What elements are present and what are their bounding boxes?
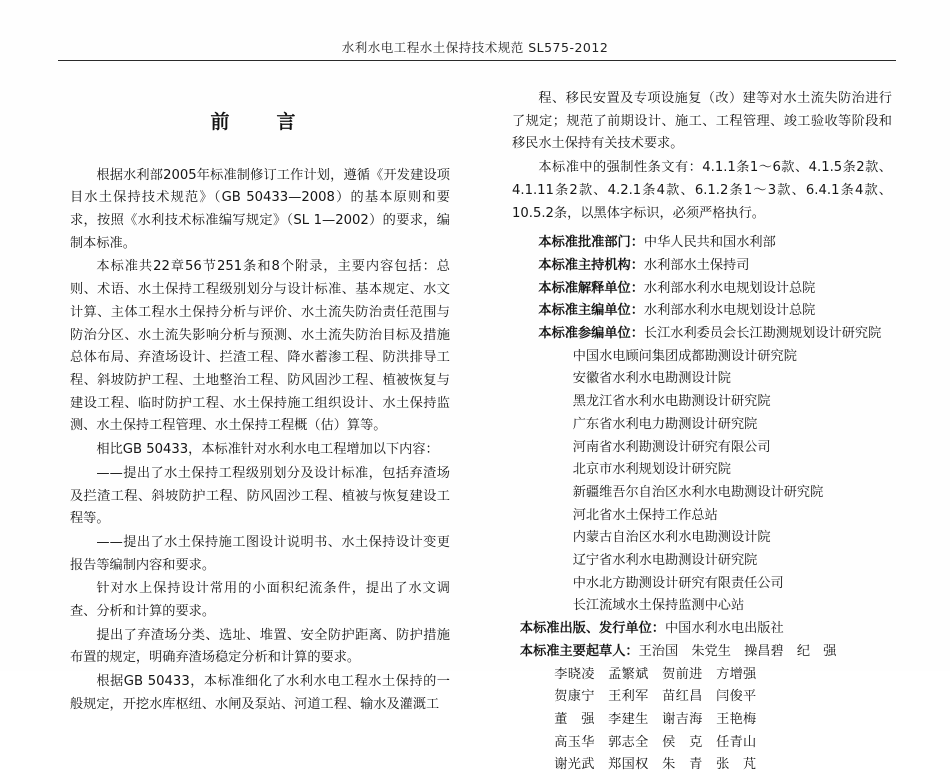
participating-unit: 河南省水利勘测设计研究有限公司 bbox=[572, 439, 771, 455]
participating-unit-value: 长江水利委员会长江勘测规划设计研究院 bbox=[643, 326, 882, 342]
chief-editor-unit-label: 本标准主编单位： bbox=[538, 303, 644, 319]
running-header: 水利水电工程水土保持技术规范 SL575-2012 bbox=[341, 40, 609, 55]
approval-department-value: 中华人民共和国水利部 bbox=[643, 235, 776, 251]
paragraph: ——提出了水土保持工程级别划分及设计标准，包括弃渣场及拦渣工程、斜坡防护工程、防风固沙工程、植被与恢复建设工程等。 bbox=[70, 465, 450, 527]
header-divider bbox=[58, 60, 896, 61]
paragraph: 针对水上保持设计常用的小面积纪流条件，提出了水文调查、分析和计算的要求。 bbox=[70, 581, 450, 620]
participating-unit: 安徽省水利水电勘测设计院 bbox=[572, 371, 731, 387]
publisher-label: 本标准出版、发行单位： bbox=[519, 621, 665, 637]
participating-unit-label: 本标准参编单位： bbox=[538, 326, 644, 342]
right-column bbox=[512, 88, 892, 777]
host-organization-value: 水利部水土保持司 bbox=[643, 257, 750, 273]
paragraph: 本标准共22章56节251条和8个附录，主要内容包括：总则、术语、水土保持工程级别划分与设计标准、基本规定、水文计算、主体工程水土保持分析与评价、水土流失防治责任范围与防治分区、水土流失影响分析与预测、水土流失防治目标及措施总体布局、弃渣场设计、拦渣工程、降水蓄渗工程、防洪排导工程、斜坡防护工程、土地整治工程、防风固沙工程、植被恢复与建设工程、临时防护工程、水土保持施工组织设计、水土保持监测、水土保持工程管理、水土保持工程概（估）算等。 bbox=[70, 259, 450, 434]
paragraph: 本标准中的强制性条文有：4.1.1条1～6款、4.1.5条2款、4.1.11条2款、4.2.1条4款、6.1.2条1～3款、6.4.1条4款、10.5.2条，以黑体字标识，必须严格执行。 bbox=[512, 160, 892, 221]
participating-unit: 长江流域水土保持监测中心站 bbox=[572, 598, 745, 614]
publisher-value: 中国水利水电出版社 bbox=[664, 621, 784, 637]
paragraph: 相比GB 50433，本标准针对水利水电工程增加以下内容： bbox=[96, 442, 439, 458]
paragraph: 根据水利部2005年标准制修订工作计划，遵循《开发建设项目水土保持技术规范》（GB 50433—2008）的基本原则和要求，按照《水利技术标准编写规定》（SL 1—2002）的要求，编制本标准。 bbox=[70, 167, 450, 251]
authors-line bbox=[512, 641, 892, 664]
approval-department bbox=[512, 232, 892, 255]
participating-unit: 广东省水利电力勘测设计研究院 bbox=[572, 416, 758, 432]
author-row: 谢光武 郑国权 朱 青 张 芃 bbox=[554, 757, 757, 773]
author-row: 李晓凌 孟繁斌 贺前进 方增强 bbox=[554, 666, 757, 682]
participating-unit: 北京市水利规划设计研究院 bbox=[572, 462, 731, 478]
page-title: 前 言 bbox=[210, 111, 310, 133]
participating-unit: 河北省水土保持工作总站 bbox=[572, 507, 718, 523]
participating-unit: 中水北方勘测设计研究有限责任公司 bbox=[572, 575, 784, 591]
interpretation-unit-value: 水利部水利水电规划设计总院 bbox=[643, 280, 816, 296]
participating-unit: 中国水电顾问集团成都勘测设计研究院 bbox=[572, 348, 797, 364]
participating-unit: 内蒙古自治区水利水电勘测设计院 bbox=[572, 530, 771, 546]
paragraph: 提出了弃渣场分类、选址、堆置、安全防护距离、防护措施布置的规定，明确弃渣场稳定分析和计算的要求。 bbox=[70, 627, 450, 666]
participating-unit: 辽宁省水利水电勘测设计研究院 bbox=[572, 553, 758, 569]
authors-label: 本标准主要起草人： bbox=[519, 643, 639, 659]
host-organization bbox=[512, 255, 892, 278]
participating-unit-first bbox=[512, 323, 892, 346]
host-organization-label: 本标准主持机构： bbox=[538, 257, 644, 273]
author-row: 贺康宁 王利军 苗红昌 闫俊平 bbox=[554, 689, 757, 705]
author-row: 高玉华 郭志全 侯 克 任青山 bbox=[554, 734, 757, 750]
approval-department-label: 本标准批准部门： bbox=[538, 235, 644, 251]
participating-unit: 黑龙江省水利水电勘测设计研究院 bbox=[572, 394, 771, 410]
paragraph: ——提出了水土保持施工图设计说明书、水土保持设计变更报告等编制内容和要求。 bbox=[70, 534, 450, 573]
chief-editor-unit-value: 水利部水利水电规划设计总院 bbox=[643, 303, 816, 319]
interpretation-unit-label: 本标准解释单位： bbox=[538, 280, 644, 296]
participating-unit: 新疆维吾尔自治区水利水电勘测设计研究院 bbox=[572, 484, 824, 500]
author-row: 董 强 李建生 谢吉海 王艳梅 bbox=[554, 711, 757, 727]
left-column bbox=[70, 88, 450, 718]
publisher-line bbox=[512, 618, 892, 641]
authors-first-row: 王治国 朱党生 操昌碧 纪 强 bbox=[638, 643, 837, 659]
interpretation-unit bbox=[512, 278, 892, 301]
chief-editor-unit bbox=[512, 300, 892, 323]
paragraph: 根据GB 50433，本标准细化了水利水电工程水土保持的一般规定，开挖水库枢纽、水闸及泵站、河道工程、输水及灌溉工 bbox=[70, 674, 450, 712]
paragraph: 程、移民安置及专项设施复（改）建等对水土流失防治进行了规定；规范了前期设计、施工、工程管理、竣工验收等阶段和移民水土保持有关技术要求。 bbox=[512, 91, 892, 152]
